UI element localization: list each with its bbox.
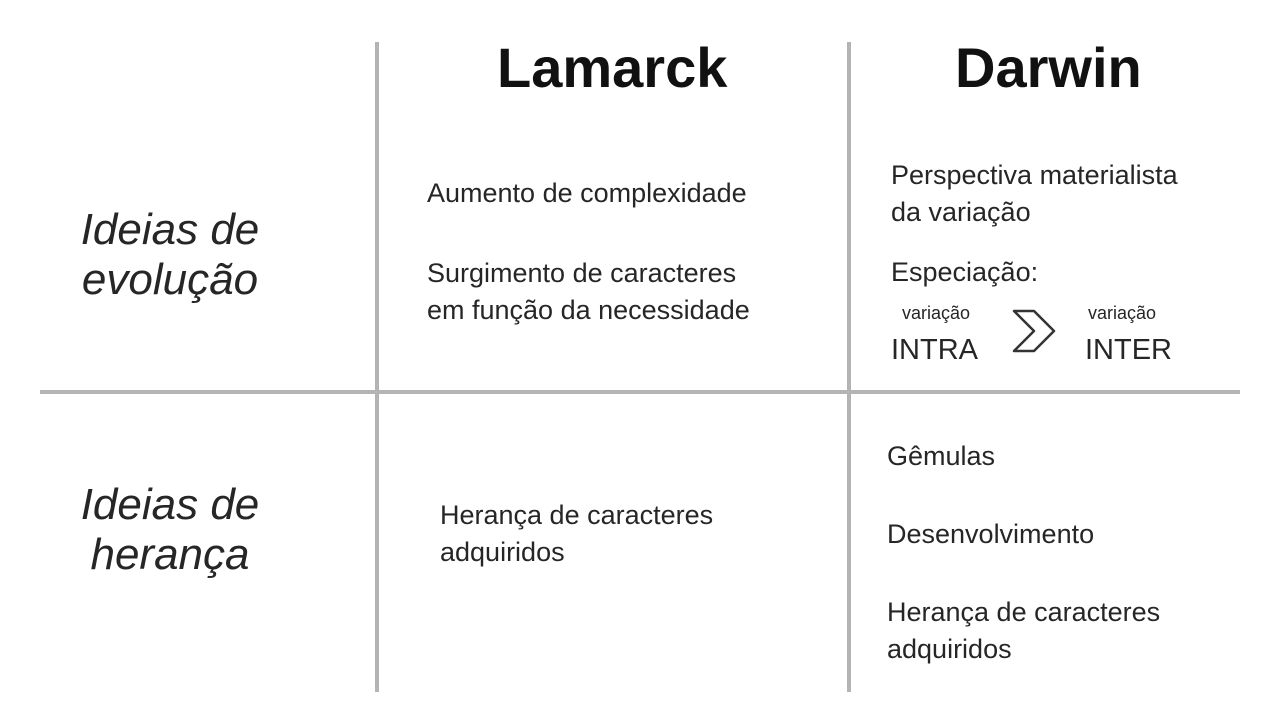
column-title-lamarck: Lamarck xyxy=(497,36,728,99)
darwin-acquired-line-1: Herança de caracteres xyxy=(887,597,1161,627)
darwin-intra-label: INTRA xyxy=(891,334,978,366)
column-title-darwin: Darwin xyxy=(955,36,1142,99)
darwin-gemmules-text: Gêmulas xyxy=(887,441,996,471)
lamarck-characters-line-1: Surgimento de caracteres xyxy=(427,258,737,288)
chevron-right-icon xyxy=(1008,305,1060,357)
lamarck-acquired-line-2: adquiridos xyxy=(440,537,565,567)
darwin-intra-variation-label: variação xyxy=(902,303,971,323)
lamarck-acquired-text xyxy=(440,497,713,571)
lamarck-acquired-line-1: Herança de caracteres xyxy=(440,500,714,530)
darwin-speciation-label: Especiação: xyxy=(891,257,1039,287)
row-label-evolution-line-2: evolução xyxy=(81,255,259,304)
row-label-evolution-line-1: Ideias de xyxy=(80,205,260,254)
darwin-perspective-text xyxy=(891,157,1178,231)
row-label-heredity-line-2: herança xyxy=(90,530,250,579)
darwin-inter-label: INTER xyxy=(1085,334,1172,366)
row-label-heredity xyxy=(20,480,320,580)
darwin-development-text: Desenvolvimento xyxy=(887,519,1095,549)
darwin-perspective-line-2: da variação xyxy=(891,197,1031,227)
lamarck-characters-line-2: em função da necessidade xyxy=(427,295,750,325)
lamarck-characters-text xyxy=(427,255,750,329)
column-divider-left xyxy=(375,42,379,692)
column-divider-right xyxy=(847,42,851,692)
row-label-heredity-line-1: Ideias de xyxy=(80,480,260,529)
row-divider xyxy=(40,390,1240,394)
darwin-acquired-line-2: adquiridos xyxy=(887,634,1012,664)
darwin-perspective-line-1: Perspectiva materialista xyxy=(891,160,1178,190)
darwin-inter-variation-label: variação xyxy=(1088,303,1157,323)
darwin-acquired-text xyxy=(887,594,1160,668)
lamarck-complexity-text: Aumento de complexidade xyxy=(427,178,747,208)
row-label-evolution xyxy=(20,205,320,305)
